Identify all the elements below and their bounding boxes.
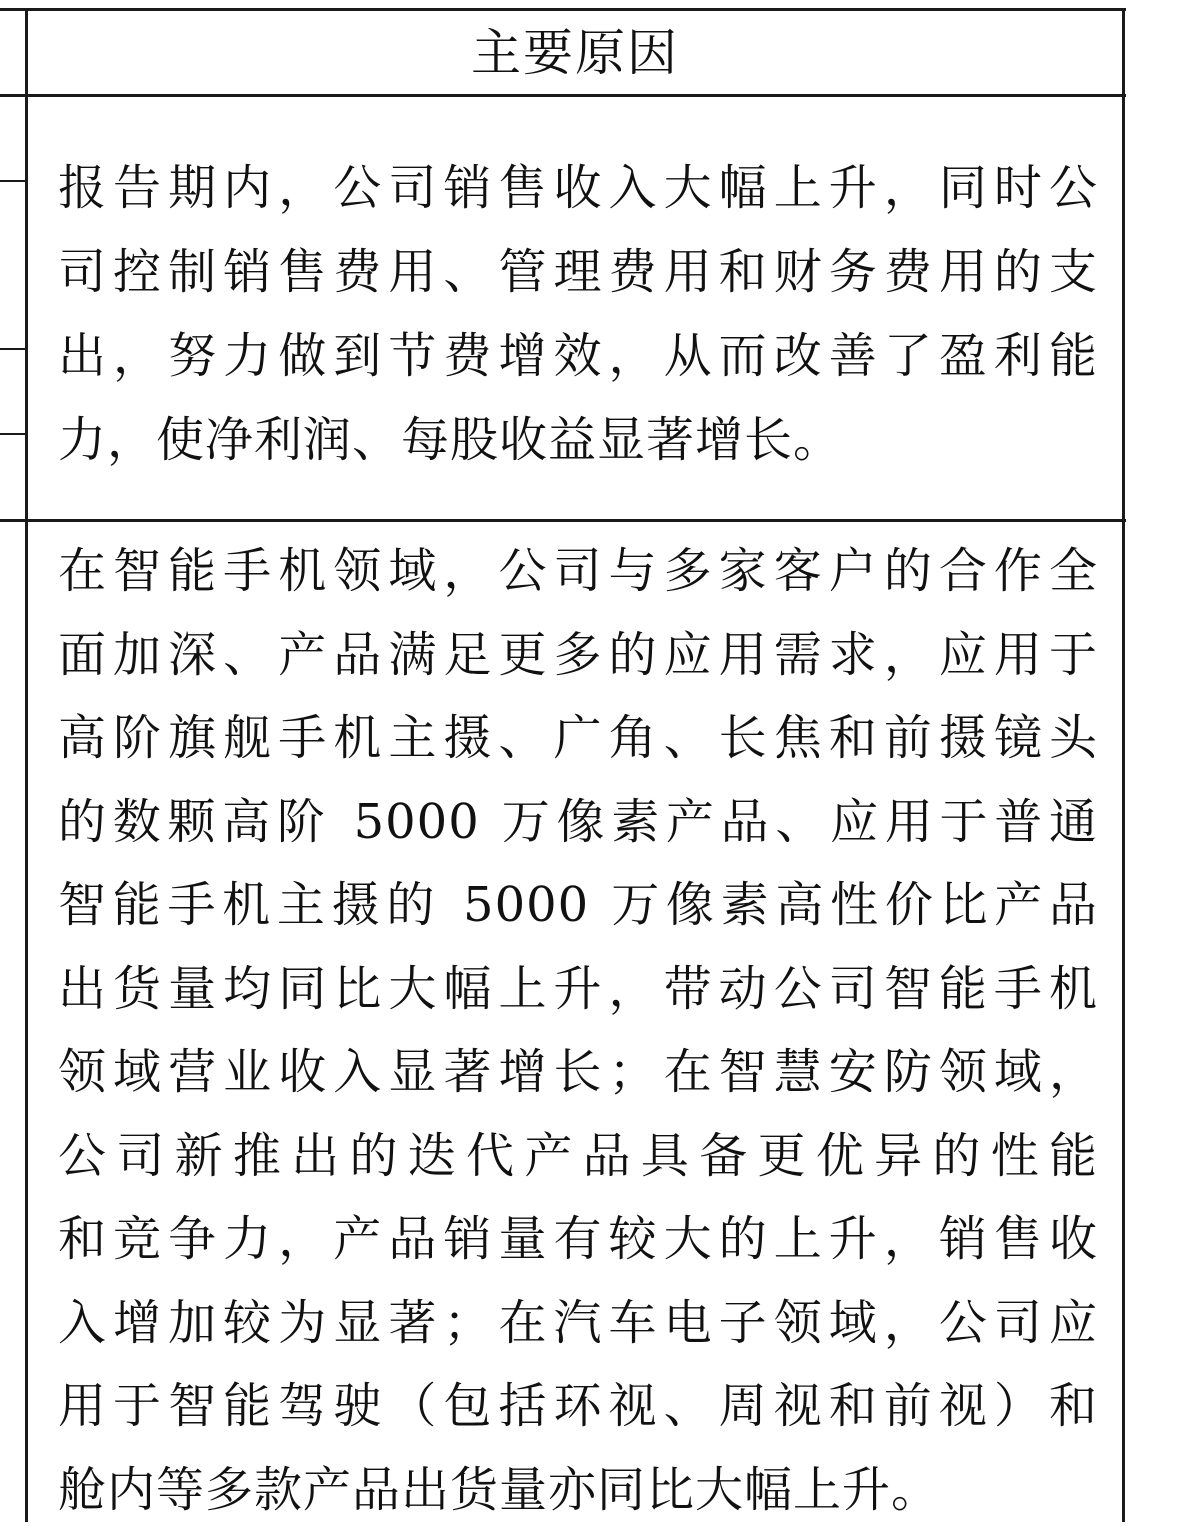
table-border-header [0,94,1126,97]
text-line: 出，努力做到节费增效，从而改善了盈利能 [58,314,1098,398]
column-header-cell [28,11,1122,94]
left-column-rule [0,348,28,350]
text-line: 舱内等多款产品出货量亦同比大幅上升。 [58,1449,1098,1532]
text-line: 公司新推出的迭代产品具备更优异的性能 [58,1115,1098,1199]
text-line: 出货量均同比大幅上升，带动公司智能手机 [58,948,1098,1032]
table-border-row-divider [0,519,1126,522]
text-line: 在智能手机领域，公司与多家客户的合作全 [58,530,1098,614]
text-line: 高阶旗舰手机主摄、广角、长焦和前摄镜头 [58,697,1098,781]
reason-cell-2 [58,530,1098,1532]
text-line: 入增加较为显著；在汽车电子领域，公司应 [58,1282,1098,1366]
table-border-right [1122,8,1125,1522]
text-line: 用于智能驾驶（包括环视、周视和前视）和 [58,1365,1098,1449]
text-line: 和竞争力，产品销量有较大的上升，销售收 [58,1198,1098,1282]
text-line: 面加深、产品满足更多的应用需求，应用于 [58,614,1098,698]
reason-cell-1 [58,146,1098,482]
column-header: 主要原因 [471,28,679,78]
text-line: 领域营业收入显著增长；在智慧安防领域， [58,1031,1098,1115]
left-column-rule [0,433,28,435]
table-border-left [25,8,28,1522]
text-line: 智能手机主摄的 5000 万像素高性价比产品 [58,864,1098,948]
text-line: 司控制销售费用、管理费用和财务费用的支 [58,230,1098,314]
text-line: 的数颗高阶 5000 万像素产品、应用于普通 [58,781,1098,865]
text-line: 力，使净利润、每股收益显著增长。 [58,398,1098,482]
text-line: 报告期内，公司销售收入大幅上升，同时公 [58,146,1098,230]
left-column-rule [0,180,28,182]
